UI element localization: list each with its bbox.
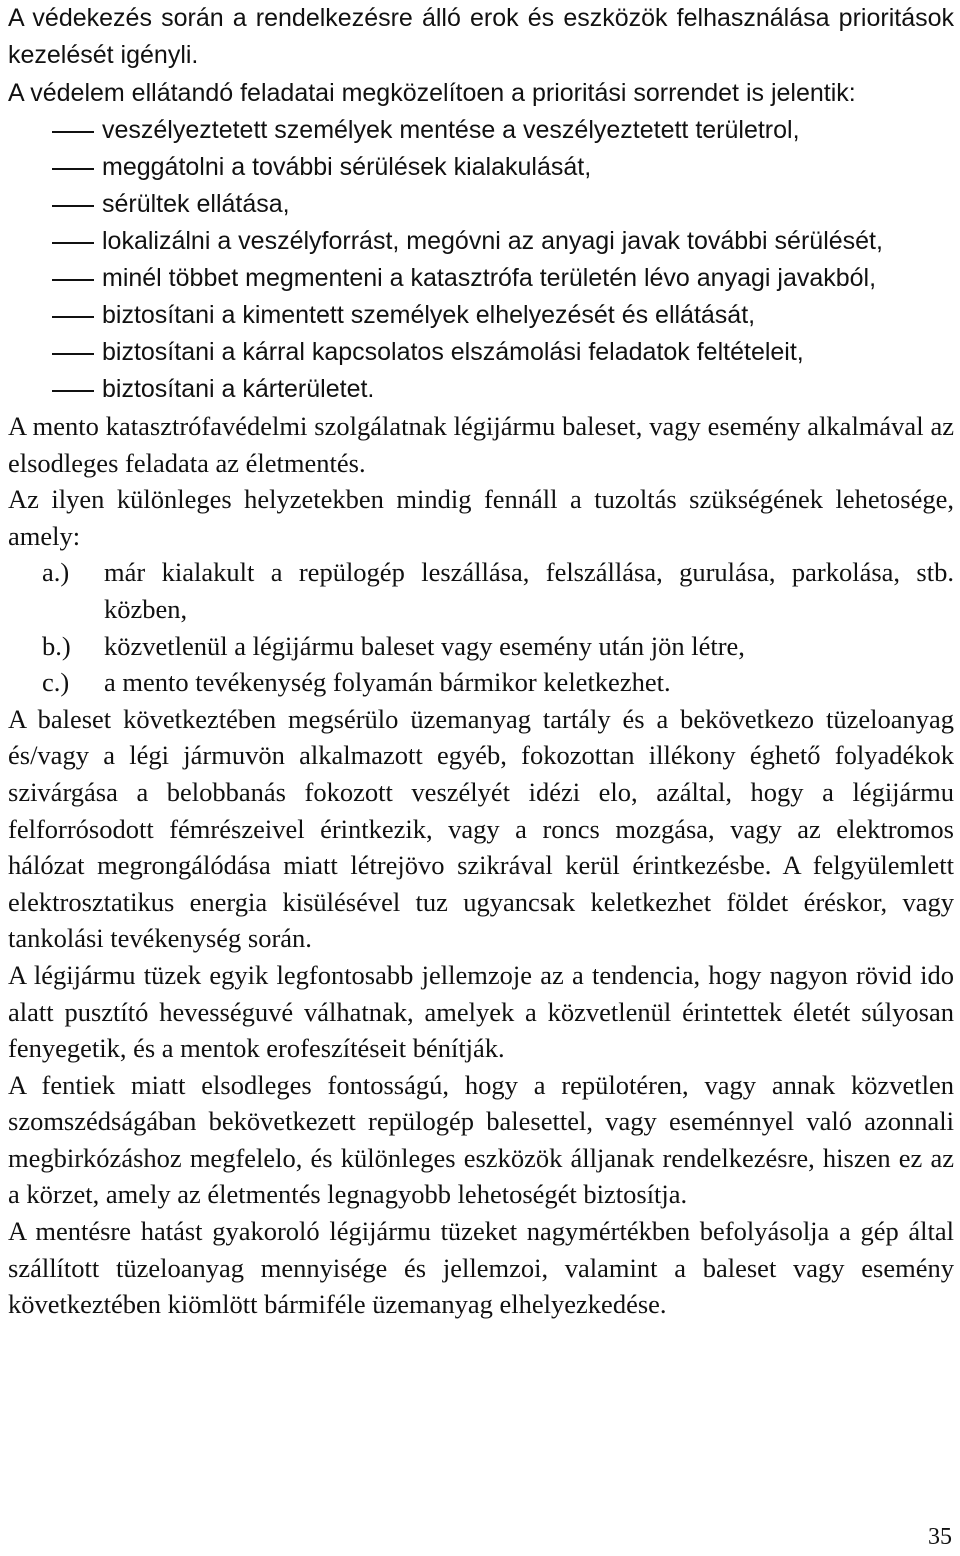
case-list-item: b.) közvetlenül a légijármu baleset vagy esemény után jön létre, [42,630,745,661]
dash-bullet [52,242,94,244]
dash-bullet [52,279,94,281]
document-page [8,0,954,1323]
dash-bullet [52,168,94,170]
task-list-item: biztosítani a kárral kapcsolatos elszámolási feladatok feltételeit, [8,334,954,371]
case-list-item: c.) a mento tevékenység folyamán bármikor keletkezhet. [42,667,671,698]
case-list-item: a.) már kialakult a repülogép leszállása, felszállása, gurulása, parkolása, stb. közben, [42,557,954,624]
task-list [8,112,954,408]
dash-bullet [52,131,94,133]
task-list-item: biztosítani a kárterületet. [8,371,954,408]
task-list-item: veszélyeztetett személyek mentése a veszélyeztetett területrol, [8,112,954,149]
task-list-item: sérültek ellátása, [8,186,954,223]
task-list-item: meggátolni a további sérülések kialakulását, [8,149,954,186]
task-list-item: lokalizálni a veszélyforrást, megóvni az anyagi javak további sérülését, [8,223,954,260]
task-list-item: minél többet megmenteni a katasztrófa területén lévo anyagi javakból, [8,260,954,297]
dash-bullet [52,316,94,318]
paragraph-fuel-ignition: A baleset következtében megsérülo üzemanyag tartály és a bekövetkezo tüzeloanyag és/vagy a légi jármuvön alkalmazott egyéb, fokozottan illékony éghető folyadékok szivárgása a belobbanás fokozott veszélyét idézi elo, azáltal, hogy a légijármu felforrósodott fémrészeivel érintkezik, vagy a roncs mozgása, vagy az elektromos hálózat megrongálódása miatt létrejövo szikrával kerül érintkezésbe. A felgyülemlett elektrosztatikus energia kisülésével tuz ugyancsak keletkezhet földet éréskor, vagy tankolási tevékenység során. [8,703,954,954]
paragraph-rescue-duty: A mento katasztrófavédelmi szolgálatnak légijármu baleset, vagy esemény alkalmával az elsodleges feladata az életmentés. [8,411,954,478]
paragraph-airport-equipment: A fentiek miatt elsodleges fontosságú, hogy a repülotéren, vagy annak közvetlen szomszédságában bekövetkezett repülogép balesettel, vagy eseménnyel való azonnali megbirkózáshoz megfelelo, és különleges eszközök álljanak rendelkezésre, hiszen ez az a körzet, amely az életmentés legnagyobb lehetoségét biztosítja. [8,1069,954,1210]
intro-paragraph-1: A védekezés során a rendelkezésre álló erok és eszközök felhasználása prioritások kezelését igényli. [8,4,954,69]
dash-bullet [52,390,94,392]
paragraph-firefighting-need: Az ilyen különleges helyzetekben mindig fennáll a tuzoltás szükségének lehetosége, amely: [8,484,954,551]
task-list-item: biztosítani a kimentett személyek elhelyezését és ellátását, [8,297,954,334]
body-text [8,408,954,1323]
paragraph-fuel-quantity: A mentésre hatást gyakoroló légijármu tüzeket nagymértékben befolyásolja a gép által szállított tüzeloanyag mennyisége és jellemzoi, valamint a baleset vagy esemény következtében kiömlött bármiféle üzemanyag elhelyezkedése. [8,1216,954,1320]
paragraph-fire-tendency: A légijármu tüzek egyik legfontosabb jellemzoje az a tendencia, hogy nagyon rövid ido alatt pusztító hevességuvé válhatnak, amelyek a közvetlenül érintettek életét súlyosan fenyegetik, és a mentok erofeszítéseit bénítják. [8,959,954,1064]
page-number: 35 [928,1524,952,1550]
dash-bullet [52,353,94,355]
intro-paragraph-2: A védelem ellátandó feladatai megközelítoen a prioritási sorrendet is jelentik: [8,79,856,107]
dash-bullet [52,205,94,207]
case-list [8,554,954,700]
